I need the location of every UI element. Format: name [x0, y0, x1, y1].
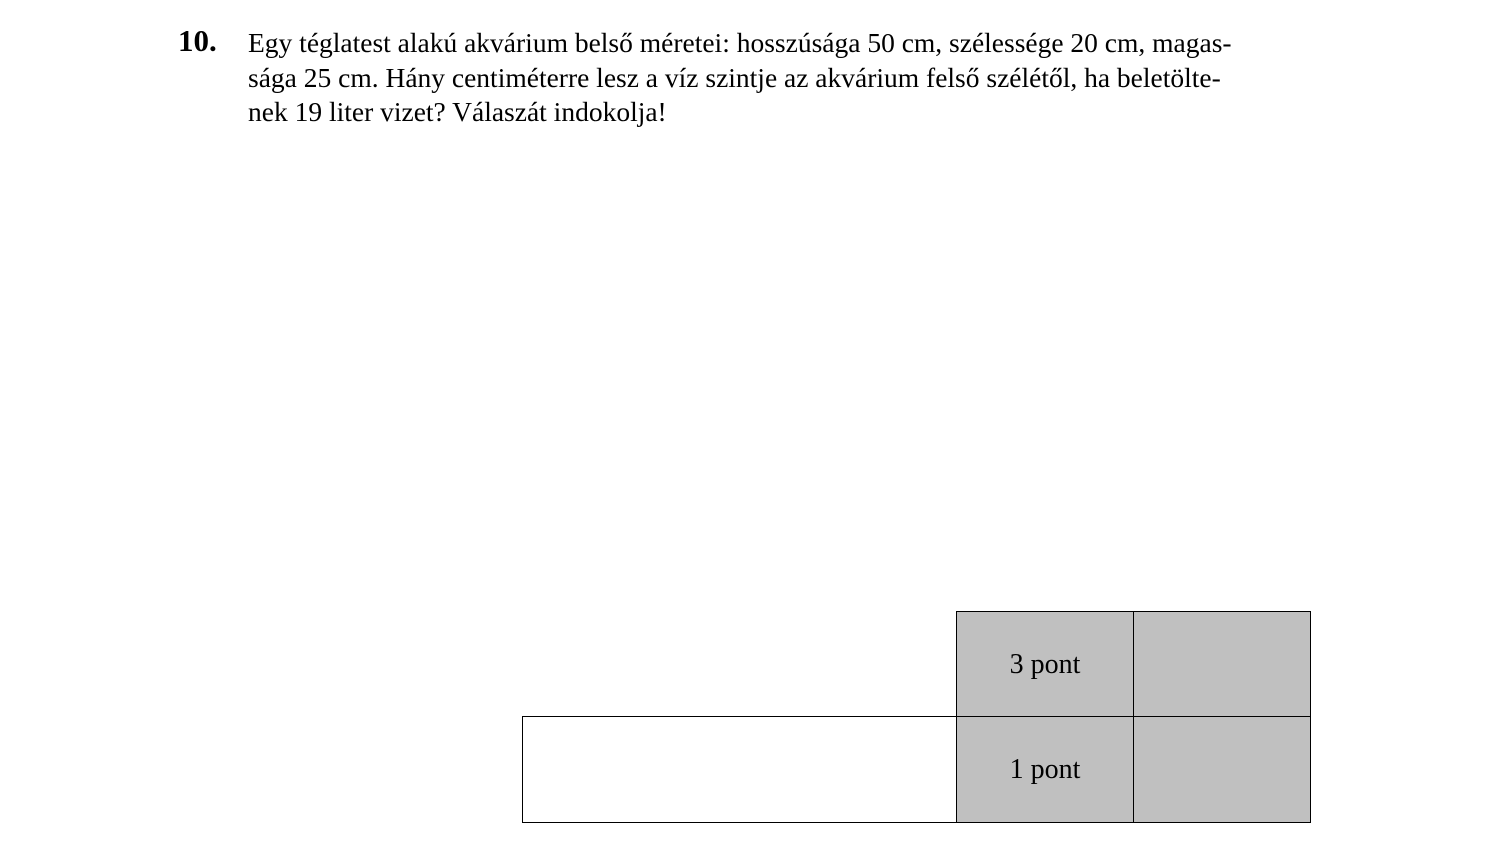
score-table: [522, 611, 1311, 823]
points-cell: [956, 716, 1134, 823]
points-label: 3 pont: [1009, 648, 1081, 680]
problem-text: [248, 26, 1312, 130]
points-cell: [956, 611, 1134, 718]
problem-number: 10.: [178, 23, 217, 58]
score-cell[interactable]: [1133, 716, 1311, 823]
problem-text-line: Egy téglatest alakú akvárium belső méretei: hosszúsága 50 cm, szélessége 20 cm, magas-: [248, 27, 1232, 58]
problem-text-line: sága 25 cm. Hány centiméterre lesz a víz szintje az akvárium felső szélétől, ha beletölte-: [248, 61, 1221, 93]
empty-answer-cell: [522, 716, 958, 823]
score-cell[interactable]: [1133, 611, 1311, 718]
points-label: 1 pont: [1009, 753, 1081, 785]
problem-text-line: nek 19 liter vizet? Válaszát indokolja!: [248, 96, 667, 127]
